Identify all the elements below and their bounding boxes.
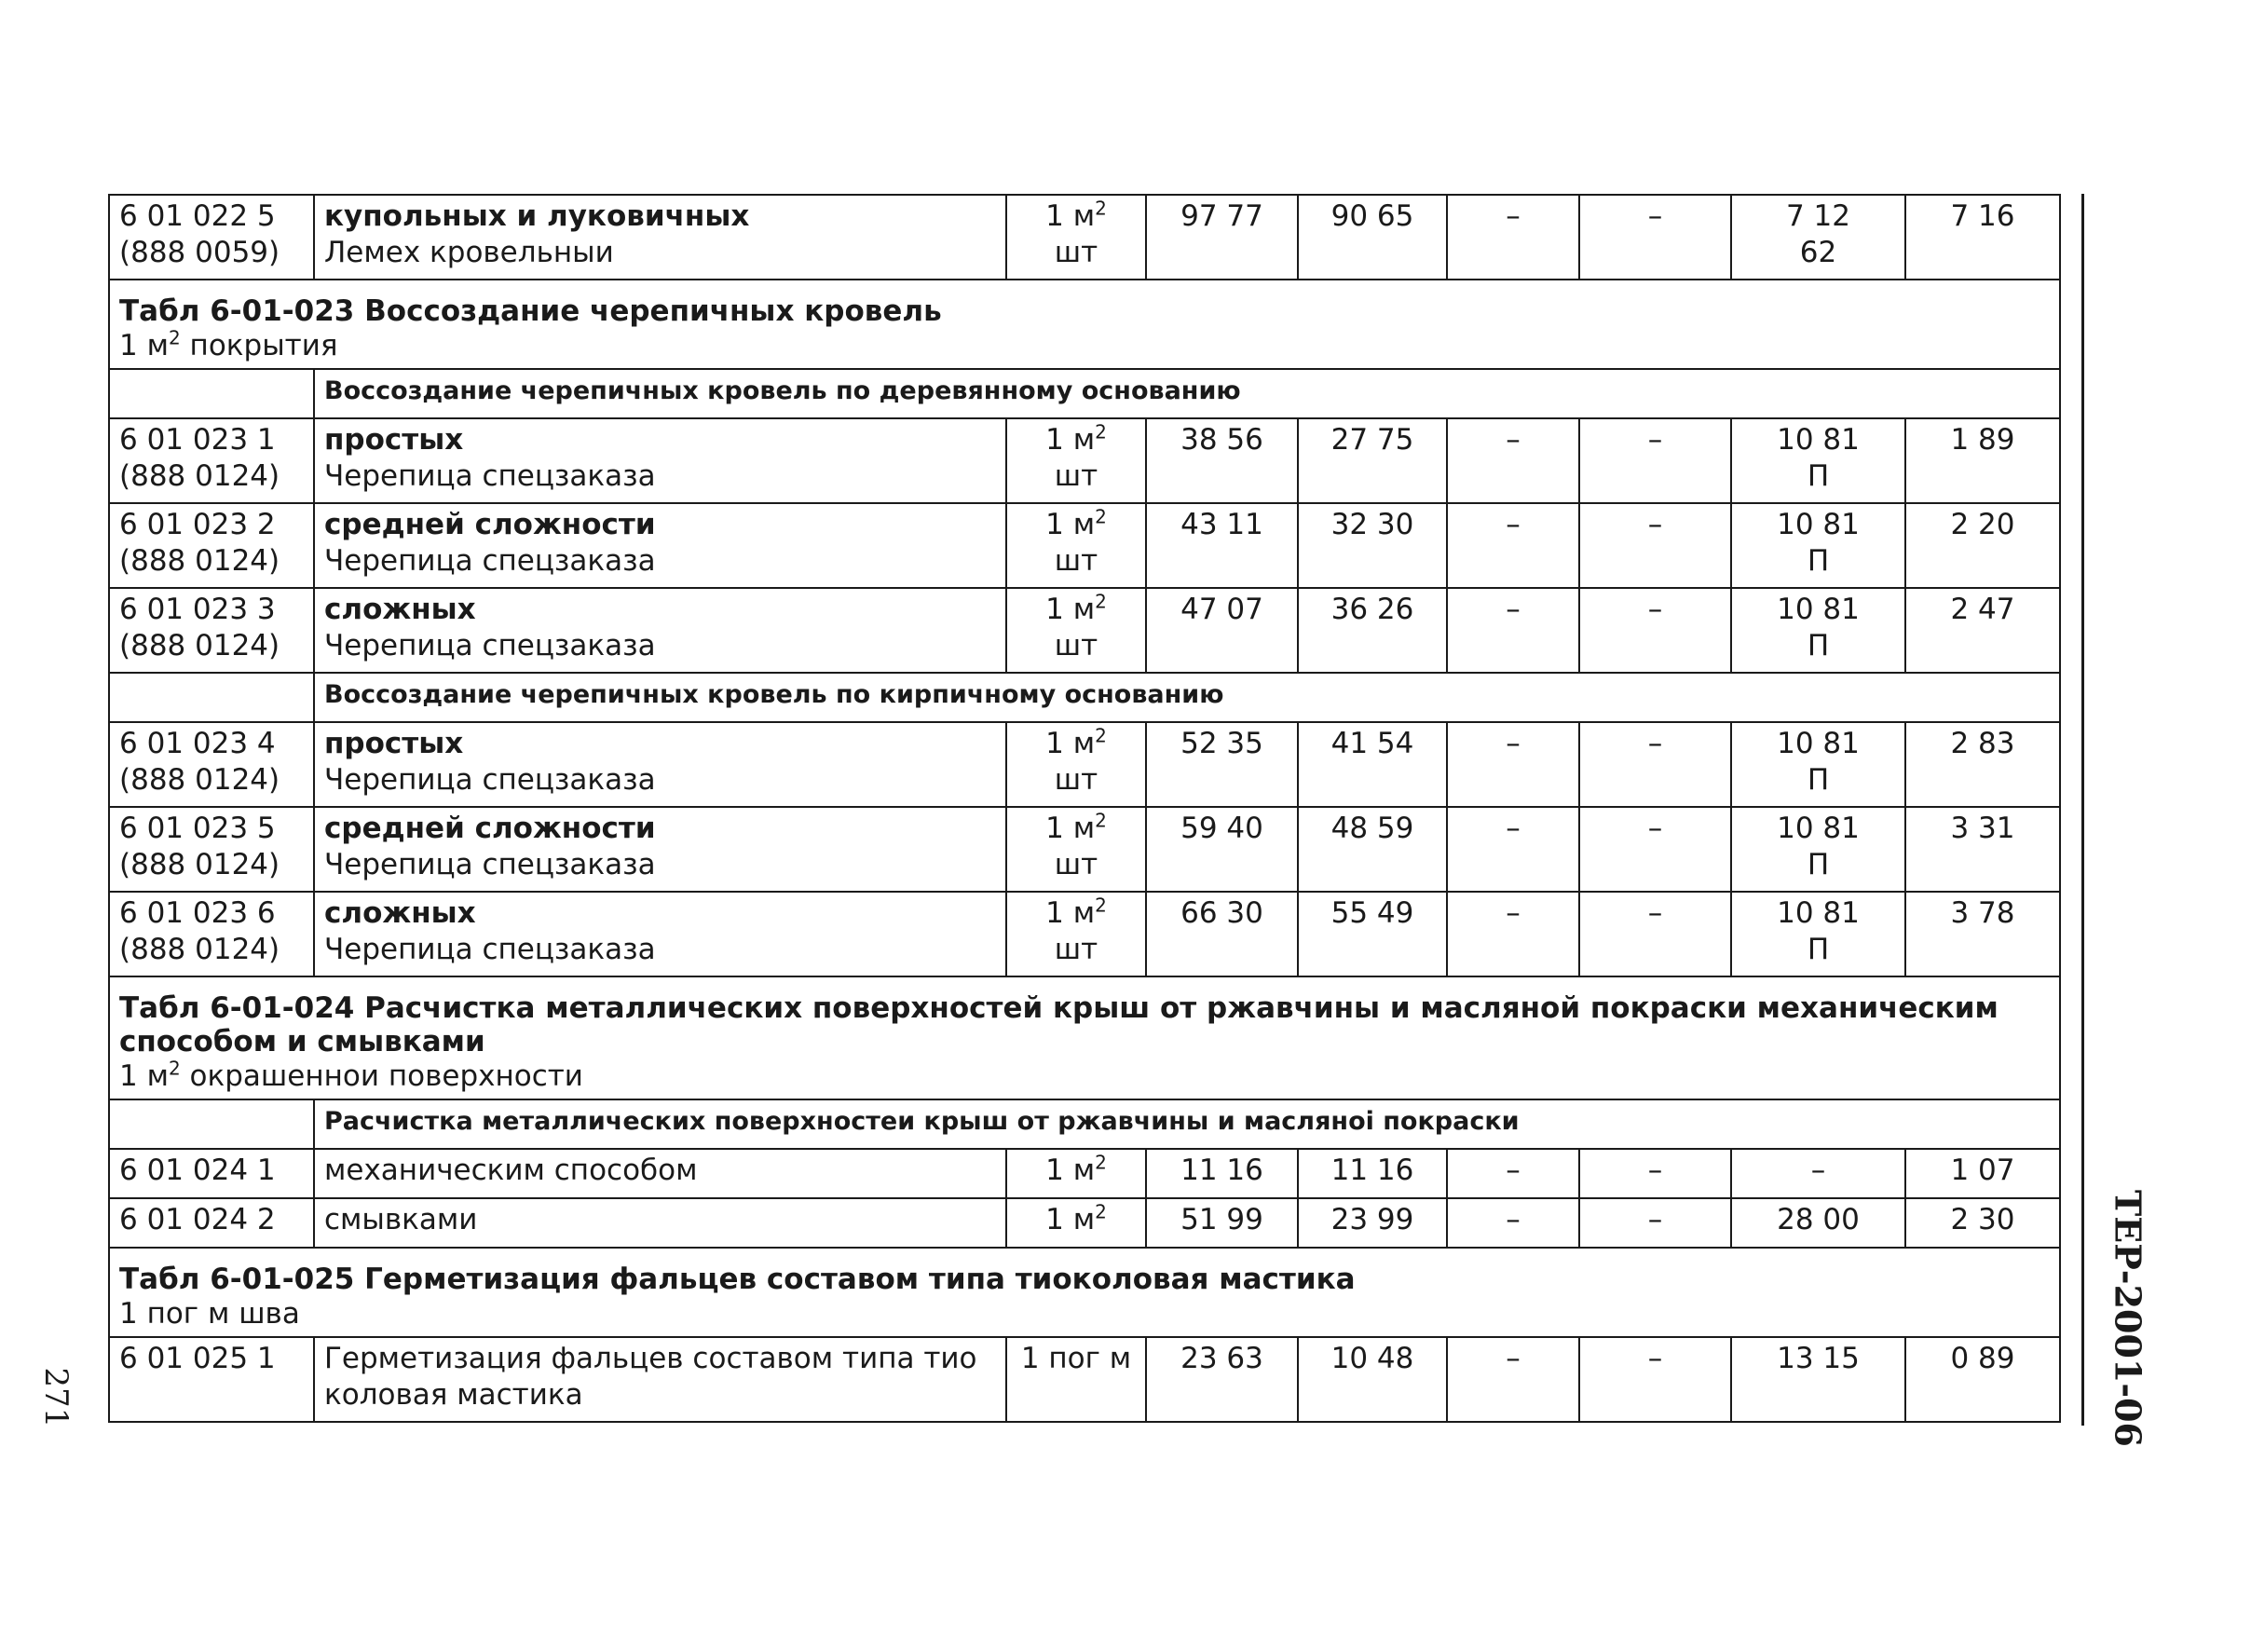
value-cell: 3 78 (1905, 892, 2060, 976)
table-row (109, 722, 2060, 807)
value-cell: 90 65 (1298, 195, 1447, 280)
code-cell: 6 01 024 2 (109, 1198, 314, 1248)
unit-cell: 1 $м^2$ (1006, 1149, 1146, 1198)
name-cell: средней сложности Черепица спецзаказа (314, 807, 1006, 892)
value-cell: – (1579, 722, 1731, 807)
value-cell: 28 00 (1731, 1198, 1905, 1248)
value-cell: 10 81 П (1731, 588, 1905, 673)
table-heading: Табл 6-01-023 Воссоздание черепичных кровель 1 $м^2$ покрытия (109, 280, 2060, 369)
section-row (109, 673, 2060, 722)
value-cell: 36 26 (1298, 588, 1447, 673)
value-cell: 23 63 (1146, 1337, 1298, 1422)
value-cell: 3 31 (1905, 807, 2060, 892)
value-cell: – (1447, 1149, 1579, 1198)
name-cell: Герметизация фальцев составом типа тио коловая мастика (314, 1337, 1006, 1422)
value-cell: 59 40 (1146, 807, 1298, 892)
value-cell: 2 83 (1905, 722, 2060, 807)
unit-cell: 1 $м^2$ шт (1006, 807, 1146, 892)
value-cell: 1 89 (1905, 418, 2060, 503)
value-cell: 43 11 (1146, 503, 1298, 588)
value-cell: 11 16 (1298, 1149, 1447, 1198)
value-cell: – (1447, 807, 1579, 892)
value-cell: – (1731, 1149, 1905, 1198)
name-cell: сложных Черепица спецзаказа (314, 588, 1006, 673)
value-cell: 2 47 (1905, 588, 2060, 673)
table-row (109, 1337, 2060, 1422)
code-cell: 6 01 023 2 (888 0124) (109, 503, 314, 588)
right-frame-line (2081, 194, 2084, 1426)
value-cell: – (1579, 807, 1731, 892)
value-cell: 1 07 (1905, 1149, 2060, 1198)
value-cell: – (1579, 1149, 1731, 1198)
value-cell: – (1579, 588, 1731, 673)
unit-cell: 1 $м^2$ шт (1006, 503, 1146, 588)
value-cell: 47 07 (1146, 588, 1298, 673)
code-cell: 6 01 023 5 (888 0124) (109, 807, 314, 892)
name-cell: сложных Черепица спецзаказа (314, 892, 1006, 976)
table-heading: Табл 6-01-025 Герметизация фальцев составом типа тиоколовая мастика 1 пог м шва (109, 1248, 2060, 1337)
code-cell: 6 01 023 1 (888 0124) (109, 418, 314, 503)
table-row (109, 588, 2060, 673)
code-cell: 6 01 023 4 (888 0124) (109, 722, 314, 807)
value-cell: – (1447, 722, 1579, 807)
value-cell: 55 49 (1298, 892, 1447, 976)
value-cell: – (1447, 1198, 1579, 1248)
page-number: 271 (37, 1367, 75, 1428)
code-cell: 6 01 023 6 (888 0124) (109, 892, 314, 976)
value-cell: 48 59 (1298, 807, 1447, 892)
value-cell: – (1447, 1337, 1579, 1422)
name-cell: механическим способом (314, 1149, 1006, 1198)
value-cell: 23 99 (1298, 1198, 1447, 1248)
section-row (109, 369, 2060, 418)
table-row (109, 195, 2060, 280)
value-cell: – (1447, 195, 1579, 280)
section-title: Воссоздание черепичных кровель по деревянному основанию (314, 369, 2060, 418)
table-row (109, 503, 2060, 588)
value-cell: 66 30 (1146, 892, 1298, 976)
value-cell: – (1579, 195, 1731, 280)
value-cell: 13 15 (1731, 1337, 1905, 1422)
name-cell: купольных и луковичных Лемех кровельныи (314, 195, 1006, 280)
table-heading-row (109, 1248, 2060, 1337)
table-heading: Табл 6-01-024 Расчистка металлических поверхностей крыш от ржавчины и масляной покраски механическим способом и смывками 1 $м^2$ окрашеннои поверхности (109, 976, 2060, 1099)
value-cell: 10 81 П (1731, 418, 1905, 503)
value-cell: – (1579, 1198, 1731, 1248)
table-row (109, 1149, 2060, 1198)
value-cell: 52 35 (1146, 722, 1298, 807)
value-cell: – (1579, 1337, 1731, 1422)
value-cell: 2 20 (1905, 503, 2060, 588)
unit-cell: 1 $м^2$ шт (1006, 892, 1146, 976)
value-cell: 10 81 П (1731, 503, 1905, 588)
table-row (109, 807, 2060, 892)
value-cell: – (1579, 418, 1731, 503)
table-heading-row (109, 976, 2060, 1099)
section-row (109, 1099, 2060, 1149)
value-cell: 27 75 (1298, 418, 1447, 503)
code-cell: 6 01 022 5 (888 0059) (109, 195, 314, 280)
section-title: Воссоздание черепичных кровель по кирпичному основанию (314, 673, 2060, 722)
unit-cell: 1 $м^2$ шт (1006, 722, 1146, 807)
value-cell: – (1447, 588, 1579, 673)
document-code: ТЕР-2001-06 (2107, 1189, 2149, 1448)
value-cell: 11 16 (1146, 1149, 1298, 1198)
name-cell: простых Черепица спецзаказа (314, 418, 1006, 503)
value-cell: 10 81 П (1731, 722, 1905, 807)
value-cell: 41 54 (1298, 722, 1447, 807)
unit-cell: 1 $м^2$ (1006, 1198, 1146, 1248)
value-cell: 10 81 П (1731, 807, 1905, 892)
table-row (109, 1198, 2060, 1248)
value-cell: 7 12 62 (1731, 195, 1905, 280)
table-heading-row (109, 280, 2060, 369)
name-cell: простых Черепица спецзаказа (314, 722, 1006, 807)
value-cell: 97 77 (1146, 195, 1298, 280)
value-cell: – (1579, 892, 1731, 976)
value-cell: – (1447, 892, 1579, 976)
value-cell: 2 30 (1905, 1198, 2060, 1248)
unit-cell: 1 $м^2$ шт (1006, 195, 1146, 280)
unit-cell: 1 пог м (1006, 1337, 1146, 1422)
value-cell: 10 81 П (1731, 892, 1905, 976)
value-cell: – (1447, 503, 1579, 588)
unit-cell: 1 $м^2$ шт (1006, 418, 1146, 503)
value-cell: – (1579, 503, 1731, 588)
value-cell: 7 16 (1905, 195, 2060, 280)
code-cell: 6 01 023 3 (888 0124) (109, 588, 314, 673)
value-cell: 51 99 (1146, 1198, 1298, 1248)
table-row (109, 892, 2060, 976)
name-cell: смывками (314, 1198, 1006, 1248)
value-cell: 0 89 (1905, 1337, 2060, 1422)
code-cell: 6 01 024 1 (109, 1149, 314, 1198)
name-cell: средней сложности Черепица спецзаказа (314, 503, 1006, 588)
table-row (109, 418, 2060, 503)
value-cell: – (1447, 418, 1579, 503)
unit-cell: 1 $м^2$ шт (1006, 588, 1146, 673)
section-title: Расчистка металлических поверхностеи крыш от ржавчины и масляноi покраски (314, 1099, 2060, 1149)
estimate-table (108, 194, 2059, 1423)
value-cell: 10 48 (1298, 1337, 1447, 1422)
code-cell: 6 01 025 1 (109, 1337, 314, 1422)
value-cell: 32 30 (1298, 503, 1447, 588)
value-cell: 38 56 (1146, 418, 1298, 503)
